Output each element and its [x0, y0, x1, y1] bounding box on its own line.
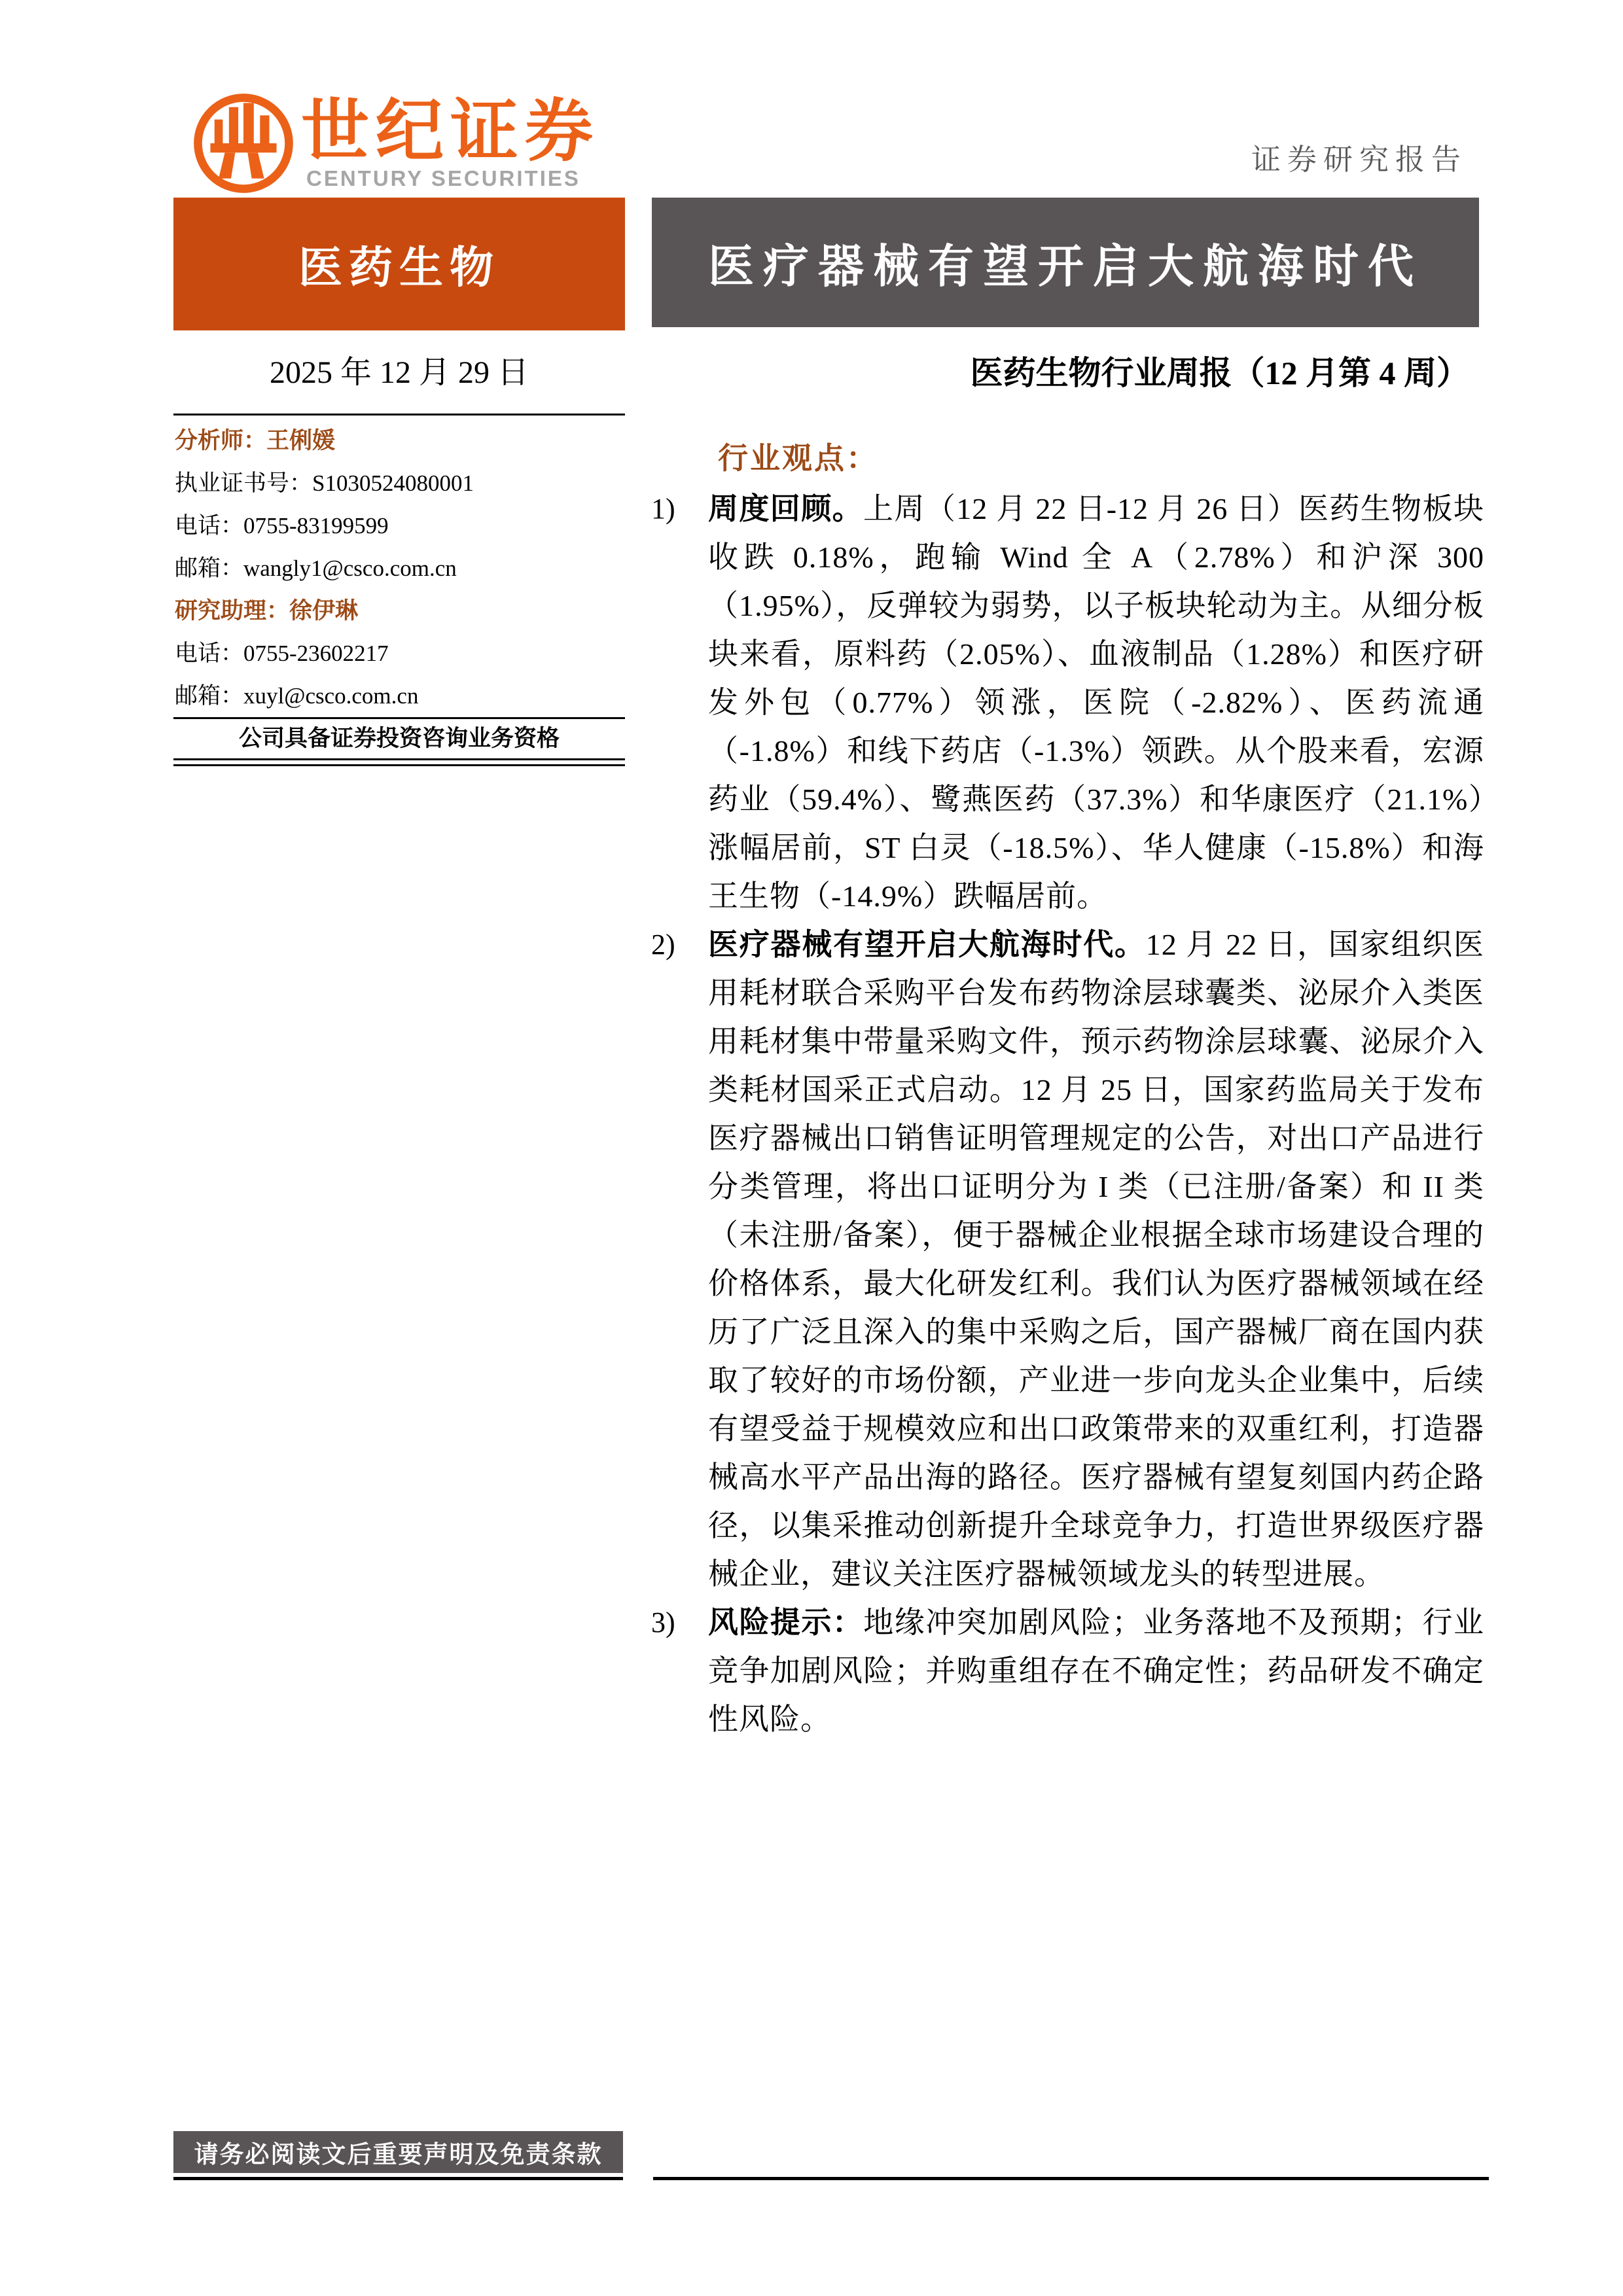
item-number: 3) — [651, 1606, 675, 1638]
item-body: 地缘冲突加剧风险；业务落地不及预期；行业竞争加剧风险；并购重组存在不确定性；药品研发不确定性风险。 — [708, 1606, 1485, 1736]
report-title-label: 医疗器械有望开启大航海时代 — [708, 241, 1423, 292]
opinion-list — [651, 485, 1484, 1744]
list-item — [651, 485, 1484, 921]
item-body: 上周（12 月 22 日-12 月 26 日）医药生物板块收跌 0.18%，跑输 Wind 全 A（2.78%）和沪深 300（1.95%），反弹较为弱势，以子板块轮动为主。从细分板块来看，原料药（2.05%）、血液制品（1.28%）和医疗研发外包（0.77%）领涨，医院（-2.82%）、医药流通（-1.8%）和线下药店（-1.3%）领跌。从个股来看，宏源药业（59.4%）、鹭燕医药（37.3%）和华康医疗（21.1%）涨幅居前，ST 白灵（-18.5%）、华人健康（-15.8%）和海王生物（-14.9%）跌幅居前。 — [708, 492, 1484, 913]
analyst-sidebar — [173, 414, 625, 766]
industry-banner — [173, 198, 625, 330]
report-title-banner — [652, 198, 1479, 327]
footer-rule-right — [653, 2177, 1489, 2180]
section-heading: 行业观点： — [718, 442, 878, 475]
brand-name-en: CENTURY SECURITIES — [306, 166, 580, 190]
item-body: 12 月 22 日，国家组织医用耗材联合采购平台发布药物涂层球囊类、泌尿介入类医用耗材集中带量采购文件，预示药物涂层球囊、泌尿介入类耗材国采正式启动。12 月 25 日，国家药监局关于发布医疗器械出口销售证明管理规定的公告，对出口产品进行分类管理，将出口证明分为 I 类（已注册/备案）和 II 类（未注册/备案），便于器械企业根据全球市场建设合理的价格体系，最大化研发红利。我们认为医疗器械领域在经历了广泛且深入的集中采购之后，国产器械厂商在国内获取了较好的市场份额，产业进一步向龙头企业集中，后续有望受益于规模效应和出口政策带来的双重红利，打造器械高水平产品出海的路径。医疗器械有望复刻国内药企路径，以集采推动创新提升全球竞争力，打造世界级医疗器械企业，建议关注医疗器械领域龙头的转型进展。 — [708, 928, 1485, 1591]
item-lead: 医疗器械有望开启大航海时代。 — [708, 928, 1146, 961]
footer-disclaimer-box — [173, 2131, 623, 2173]
sidebar-bottom-double-rule — [173, 758, 625, 766]
brand-name: 世纪证券 — [301, 94, 600, 169]
item-number: 2) — [651, 928, 675, 961]
item-number: 1) — [651, 493, 675, 525]
report-date: 2025 年 12 月 29 日 — [269, 355, 529, 390]
assistant-phone-row: 电话：0755-23602217 — [175, 641, 389, 666]
item-text — [708, 1598, 1484, 1744]
industry-banner-label: 医药生物 — [298, 243, 500, 292]
item-lead: 周度回顾。 — [708, 492, 864, 525]
analyst-email-row: 邮箱：wangly1@csco.com.cn — [175, 556, 457, 581]
item-text — [708, 921, 1484, 1598]
footer-disclaimer: 请务必阅读文后重要声明及免责条款 — [194, 2142, 603, 2168]
analyst-license-row: 执业证书号：S1030524080001 — [175, 470, 474, 496]
report-series-title: 医药生物行业周报（12 月第 4 周） — [970, 355, 1469, 391]
footer-rule-left — [173, 2177, 623, 2180]
analyst-name-row: 分析师：王俐媛 — [175, 428, 336, 453]
item-lead: 风险提示： — [708, 1606, 864, 1639]
list-item — [651, 921, 1484, 1598]
brand-logo-icon — [192, 92, 295, 195]
analyst-phone-row: 电话：0755-83199599 — [175, 513, 389, 539]
assistant-email-row: 邮箱：xuyl@csco.com.cn — [175, 683, 419, 709]
item-text — [708, 485, 1484, 921]
report-type-label: 证券研究报告 — [1251, 143, 1467, 176]
qualification-note: 公司具备证券投资咨询业务资格 — [238, 726, 560, 751]
list-item — [651, 1598, 1484, 1744]
assistant-name-row: 研究助理：徐伊琳 — [175, 598, 359, 624]
analyst-info — [173, 415, 625, 717]
